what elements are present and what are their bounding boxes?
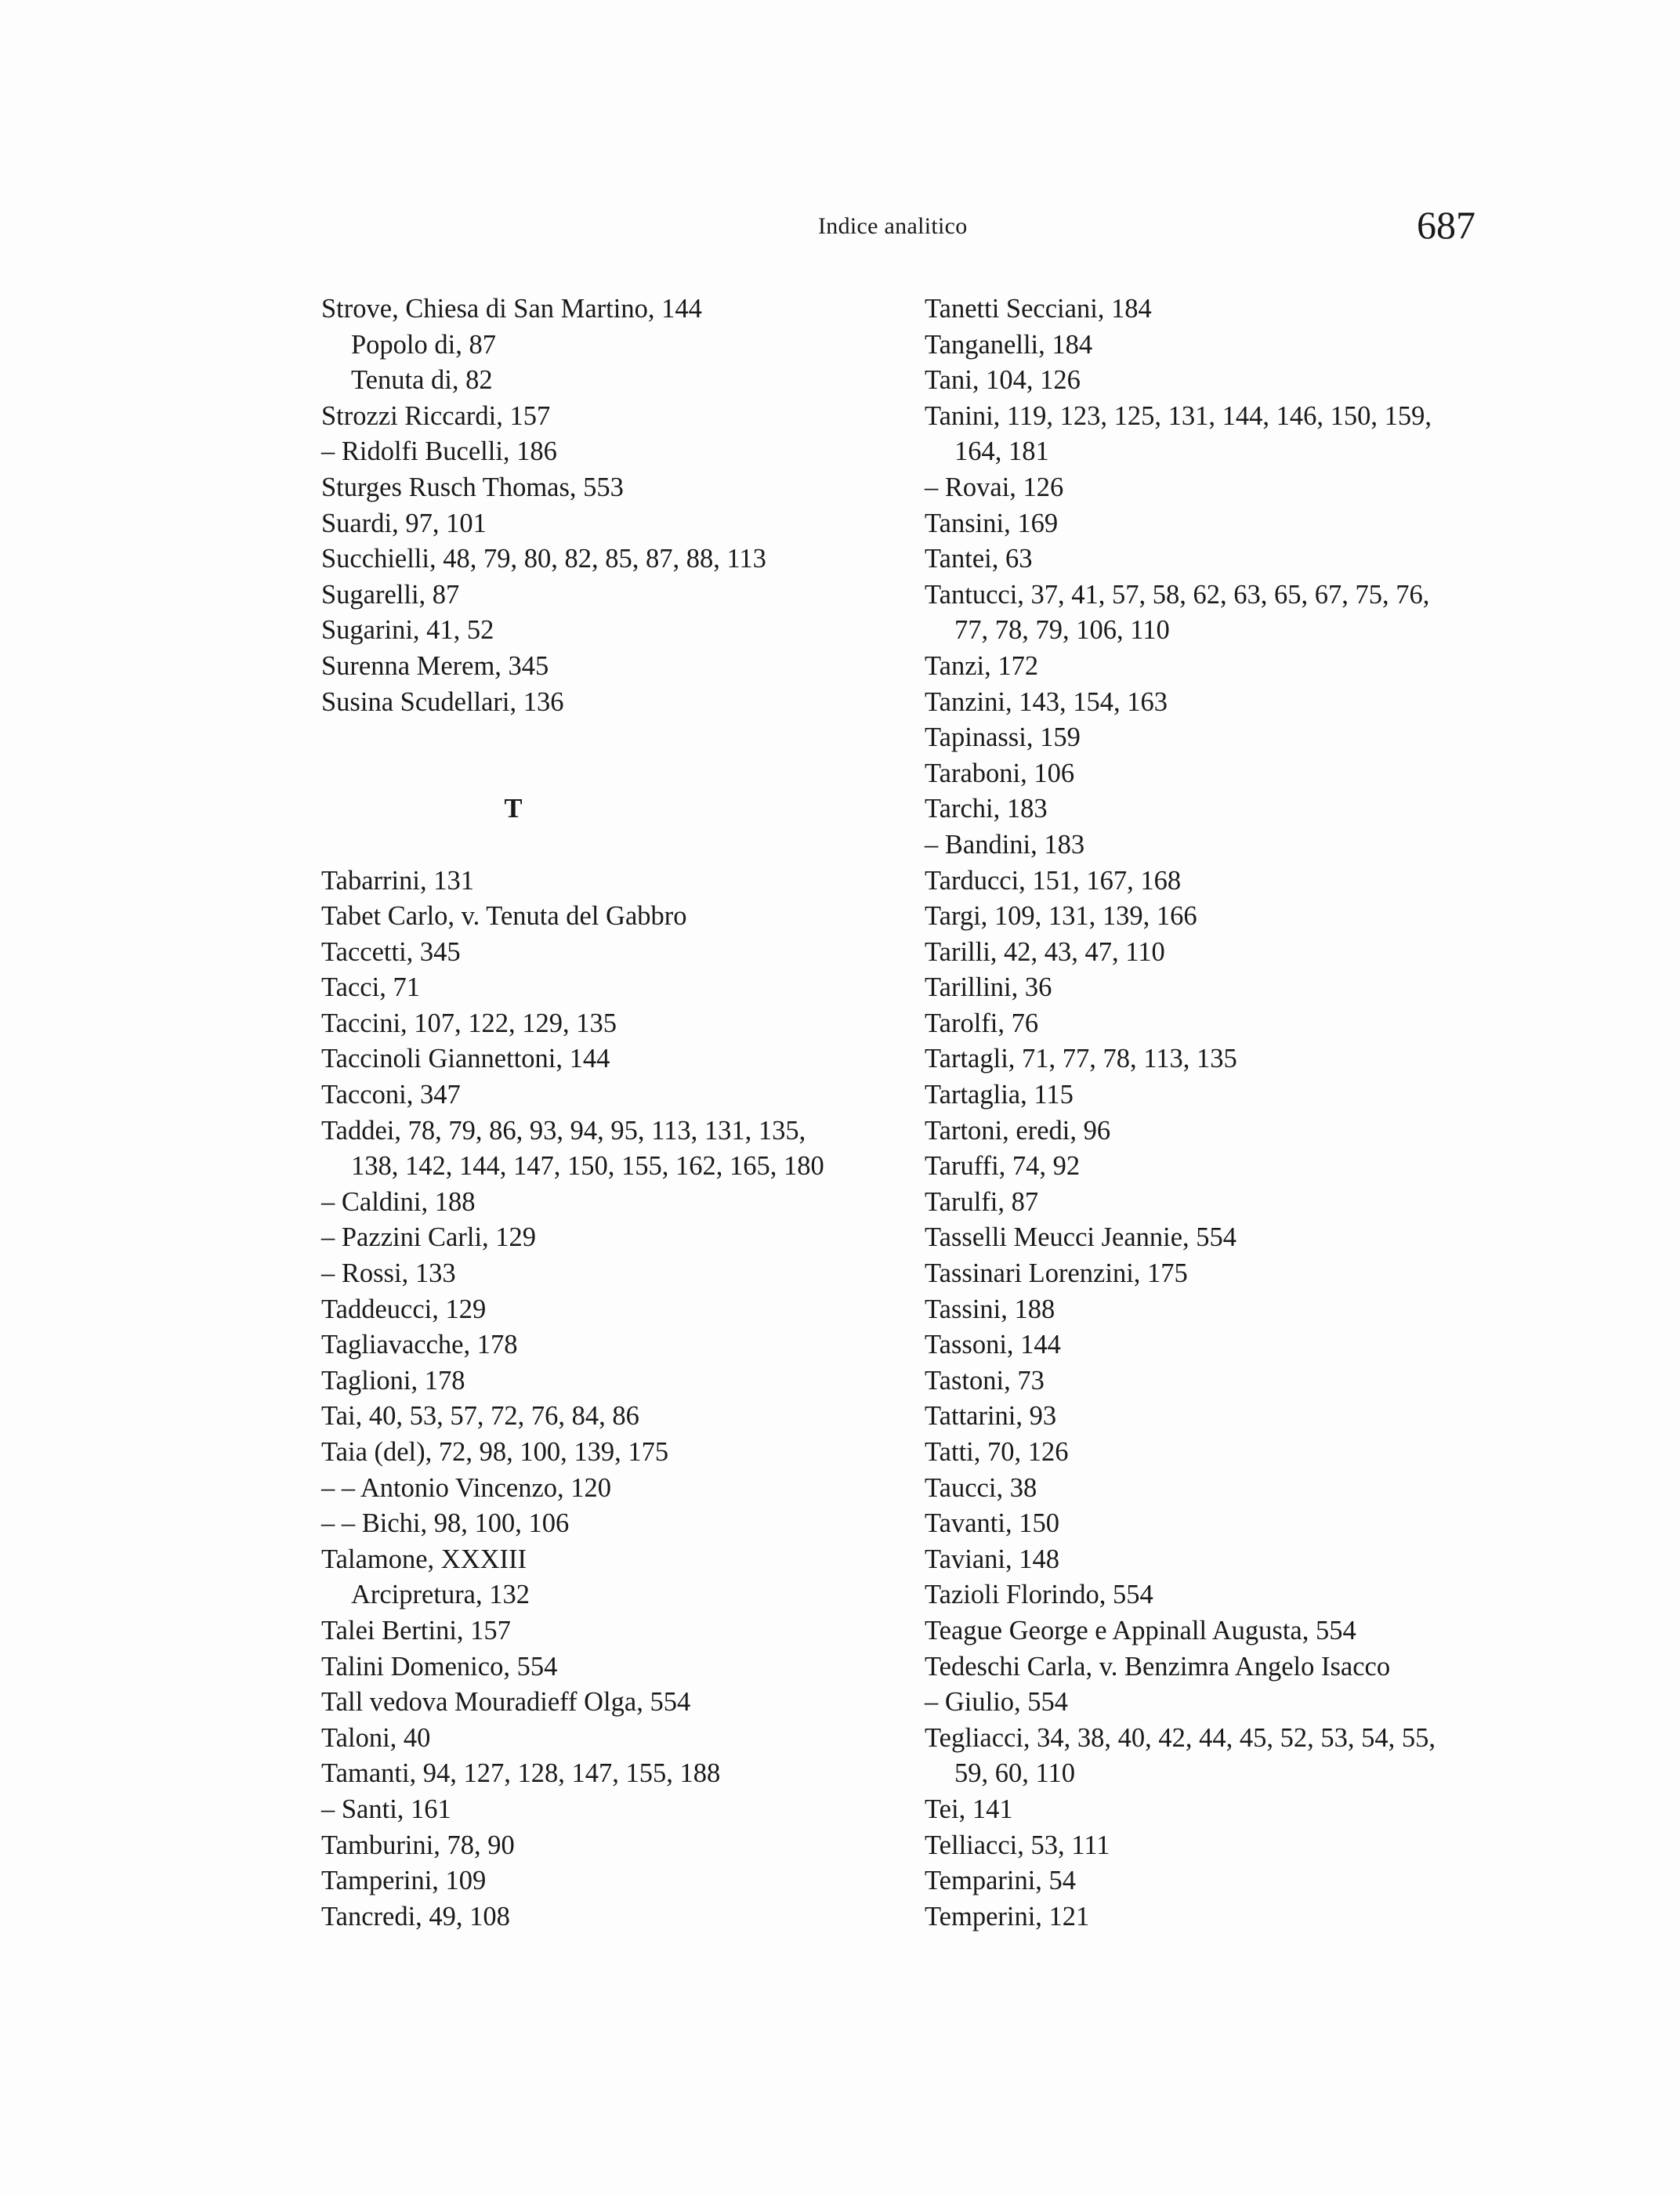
index-entry: Tarducci, 151, 167, 168 [925,865,1182,896]
section-gap [321,827,917,863]
index-entry: Tattarini, 93 [925,1401,1057,1432]
index-entry: Taucci, 38 [925,1472,1037,1503]
index-continuation: 77, 78, 79, 106, 110 [954,615,1170,646]
index-entry: Telliacci, 53, 111 [925,1830,1110,1860]
index-entry: Tanganelli, 184 [925,329,1093,360]
index-entry: Tartaglia, 115 [925,1080,1074,1110]
index-entry: Taccinoli Giannettoni, 144 [321,1044,610,1074]
index-continuation: 138, 142, 144, 147, 150, 155, 162, 165, 180 [351,1151,824,1182]
index-entry: Tabarrini, 131 [321,865,474,896]
index-entry: Strozzi Riccardi, 157 [321,400,551,431]
index-entry: Tartagli, 71, 77, 78, 113, 135 [925,1044,1237,1074]
index-entry: Taviani, 148 [925,1544,1059,1574]
index-entry: Tai, 40, 53, 57, 72, 76, 84, 86 [321,1401,639,1432]
index-entry: Tanini, 119, 123, 125, 131, 144, 146, 150, 159, [925,400,1432,431]
index-entry: Tanzi, 172 [925,650,1039,681]
index-entry: Tarchi, 183 [925,794,1048,824]
index-entry: Temperini, 121 [925,1901,1090,1932]
index-entry: Succhielli, 48, 79, 80, 82, 85, 87, 88, 113 [321,544,766,574]
index-entry: Targi, 109, 131, 139, 166 [925,901,1197,932]
index-entry: Suardi, 97, 101 [321,508,487,538]
index-entry: Sturges Rusch Thomas, 553 [321,472,624,502]
index-entry: – Ridolfi Bucelli, 186 [321,436,557,467]
index-entry: Tegliacci, 34, 38, 40, 42, 44, 45, 52, 53, 54, 55, [925,1722,1436,1753]
index-entry: Tatti, 70, 126 [925,1437,1069,1467]
index-entry: Tassinari Lorenzini, 175 [925,1258,1188,1289]
index-entry: Tartoni, eredi, 96 [925,1115,1111,1146]
index-entry: – Bandini, 183 [925,829,1085,860]
index-entry: Sugarelli, 87 [321,579,460,610]
index-entry: Tanzini, 143, 154, 163 [925,686,1168,717]
index-entry: Taloni, 40 [321,1722,431,1753]
index-entry: Tamburini, 78, 90 [321,1830,515,1860]
index-entry: – Rovai, 126 [925,472,1064,502]
index-entry: Taia (del), 72, 98, 100, 139, 175 [321,1437,669,1467]
index-entry: Tancredi, 49, 108 [321,1901,510,1932]
index-entry: Tabet Carlo, v. Tenuta del Gabbro [321,901,687,932]
right-column [925,291,1497,1935]
index-entry: Surenna Merem, 345 [321,650,549,681]
index-entry: Tarilli, 42, 43, 47, 110 [925,936,1165,967]
index-entry: Strove, Chiesa di San Martino, 144 [321,294,702,324]
index-entry: Tantucci, 37, 41, 57, 58, 62, 63, 65, 67, 75, 76, [925,579,1430,610]
section-gap [321,756,917,792]
left-column [321,291,917,1935]
index-entry: Tastoni, 73 [925,1365,1045,1396]
index-entry: – Giulio, 554 [925,1687,1069,1718]
index-entry: Tamperini, 109 [321,1866,487,1896]
section-letter: T [504,794,523,824]
index-entry: Tavanti, 150 [925,1508,1059,1539]
index-entry: Tassoni, 144 [925,1330,1061,1360]
running-head: Indice analitico [818,213,968,239]
index-entry: – – Bichi, 98, 100, 106 [321,1508,570,1539]
index-entry: Susina Scudellari, 136 [321,686,564,717]
index-entry: Sugarini, 41, 52 [321,615,494,646]
index-continuation: 59, 60, 110 [954,1758,1075,1789]
index-entry: Tantei, 63 [925,544,1033,574]
section-gap [321,720,917,756]
index-entry: Taccetti, 345 [321,936,461,967]
index-entry: Taruffi, 74, 92 [925,1151,1081,1182]
index-entry: Tarulfi, 87 [925,1186,1039,1217]
index-entry: – Santi, 161 [321,1794,451,1824]
index-entry: Tazioli Florindo, 554 [925,1580,1153,1610]
index-entry: Tei, 141 [925,1794,1013,1824]
index-entry: Tapinassi, 159 [925,722,1081,753]
index-entry: Tasselli Meucci Jeannie, 554 [925,1222,1237,1253]
index-entry: Taddei, 78, 79, 86, 93, 94, 95, 113, 131, 135, [321,1115,806,1146]
index-entry: – – Antonio Vincenzo, 120 [321,1472,612,1503]
index-entry: Taglioni, 178 [321,1365,465,1396]
index-entry: Tansini, 169 [925,508,1059,538]
index-entry: Tarolfi, 76 [925,1008,1039,1038]
index-entry: Tamanti, 94, 127, 128, 147, 155, 188 [321,1758,721,1789]
index-entry: Taddeucci, 129 [321,1294,487,1324]
index-entry: Tassini, 188 [925,1294,1055,1324]
index-entry: Tacconi, 347 [321,1080,461,1110]
index-subentry: Arcipretura, 132 [351,1580,530,1610]
index-entry: Talini Domenico, 554 [321,1651,558,1682]
index-entry: Tedeschi Carla, v. Benzimra Angelo Isacco [925,1651,1391,1682]
index-subentry: Tenuta di, 82 [351,365,493,396]
index-entry: Talamone, XXXIII [321,1544,527,1574]
index-entry: Tagliavacche, 178 [321,1330,518,1360]
index-subentry: Popolo di, 87 [351,329,496,360]
index-entry: Temparini, 54 [925,1866,1077,1896]
index-entry: Tacci, 71 [321,972,420,1003]
index-entry: – Pazzini Carli, 129 [321,1222,537,1253]
index-entry: – Caldini, 188 [321,1186,476,1217]
index-entry: Tarillini, 36 [925,972,1052,1003]
page-number: 687 [1417,203,1475,247]
index-entry: Tanetti Secciani, 184 [925,294,1152,324]
index-continuation: 164, 181 [954,436,1049,467]
index-entry: Talei Bertini, 157 [321,1615,511,1646]
index-entry: Taraboni, 106 [925,758,1075,788]
index-entry: – Rossi, 133 [321,1258,456,1289]
index-entry: Teague George e Appinall Augusta, 554 [925,1615,1356,1646]
index-entry: Tani, 104, 126 [925,365,1081,396]
index-entry: Tall vedova Mouradieff Olga, 554 [321,1687,691,1718]
index-entry: Taccini, 107, 122, 129, 135 [321,1008,617,1038]
